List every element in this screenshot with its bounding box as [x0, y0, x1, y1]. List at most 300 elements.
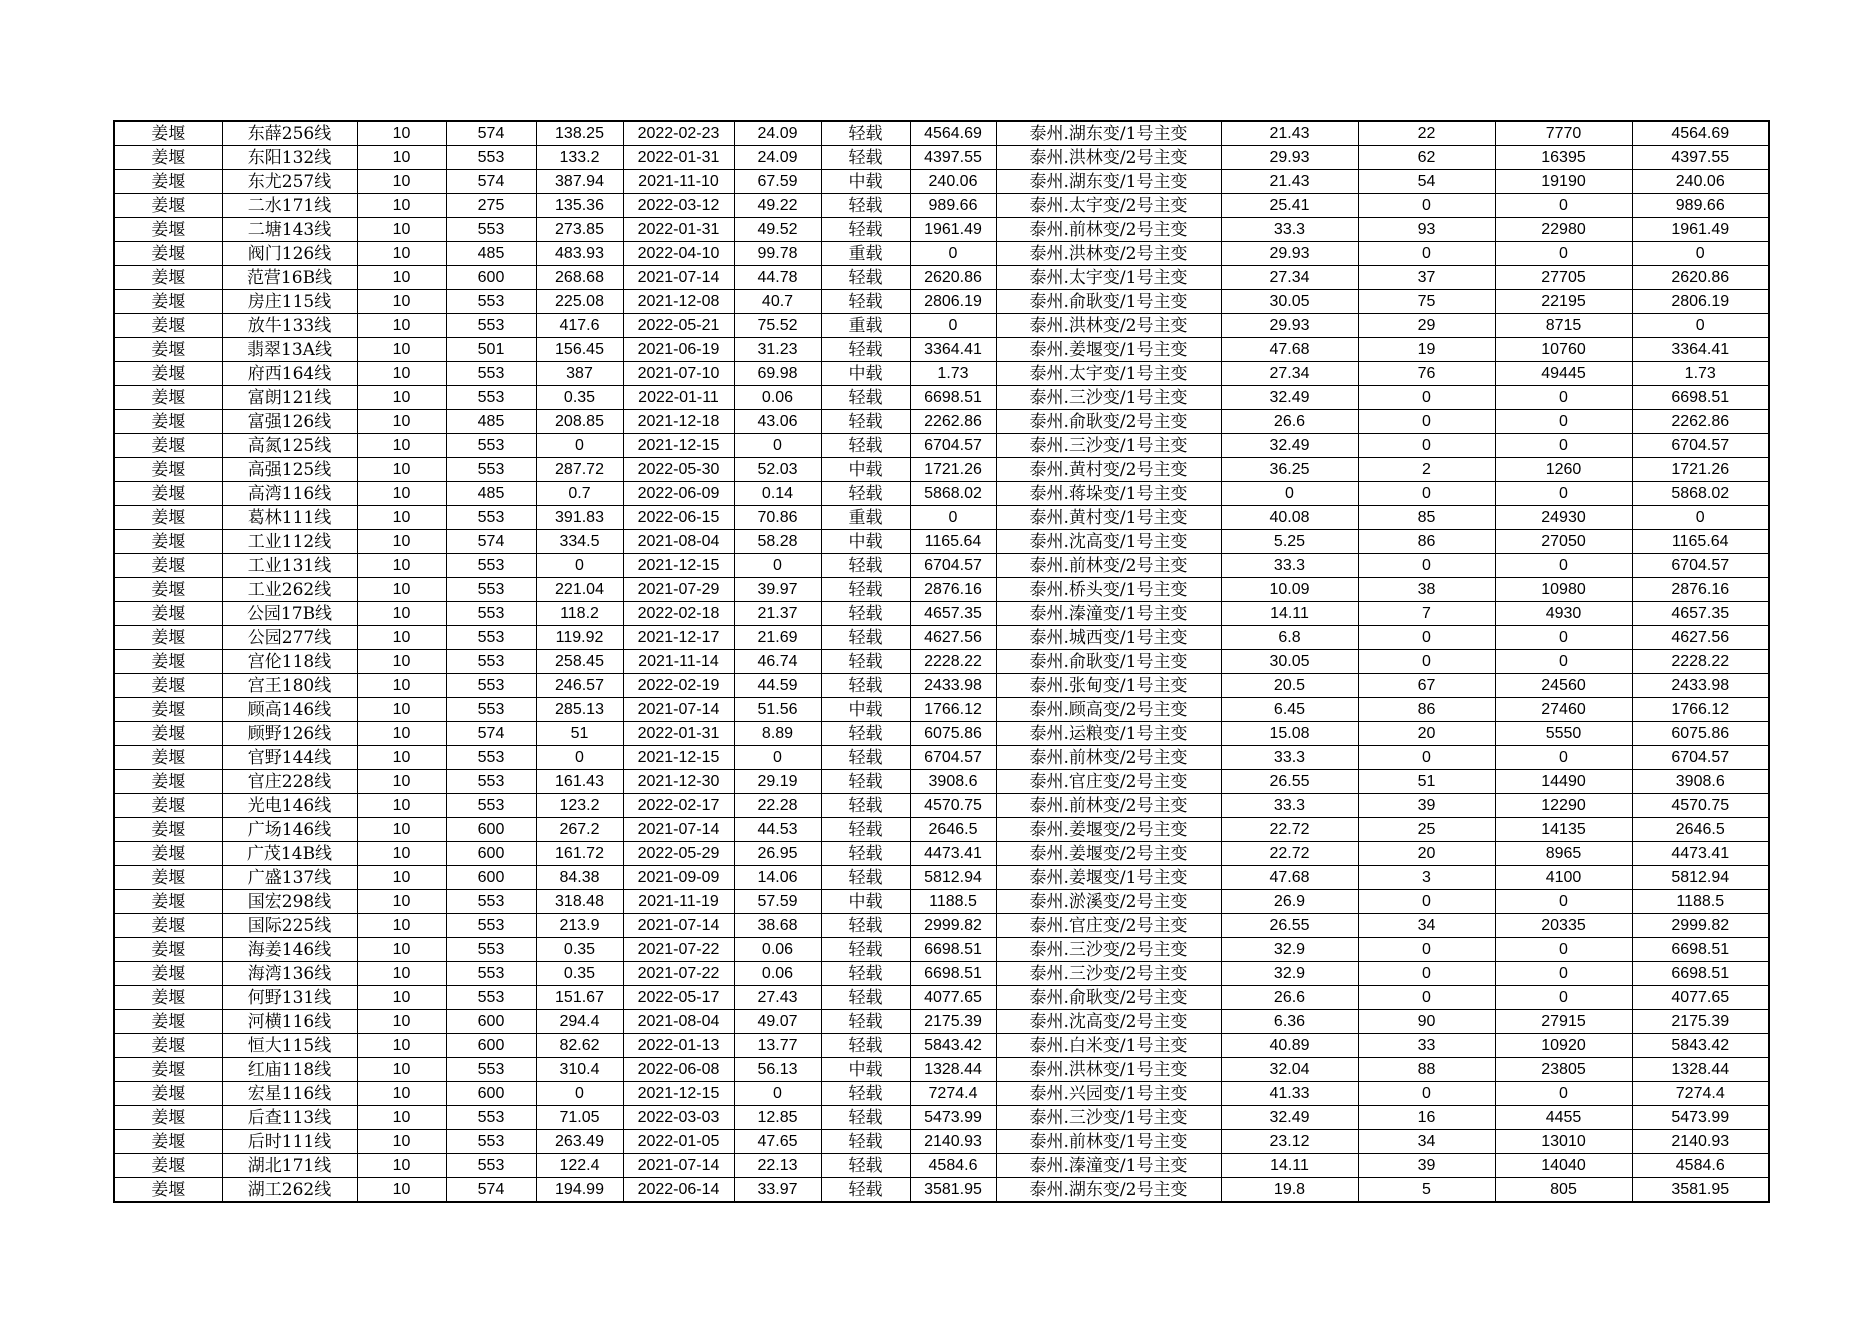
transformer-rate-cell: 26.6: [1221, 410, 1358, 434]
load-rate-cell: 24.09: [734, 146, 821, 170]
load-level-cell: 轻载: [821, 986, 910, 1010]
voltage-cell: 10: [357, 698, 446, 722]
load-level-cell: 中载: [821, 698, 910, 722]
line-name-cell: 高强125线: [222, 458, 357, 482]
capacity-cell: 553: [446, 698, 536, 722]
load-rate-cell: 69.98: [734, 362, 821, 386]
voltage-cell: 10: [357, 938, 446, 962]
line-name-cell: 二水171线: [222, 194, 357, 218]
transformer-cell: 泰州.姜堰变/2号主变: [996, 818, 1221, 842]
voltage-cell: 10: [357, 866, 446, 890]
max-load-cell: 0: [536, 1082, 623, 1106]
voltage-cell: 10: [357, 410, 446, 434]
transformer-rate-cell: 29.93: [1221, 314, 1358, 338]
load-rate-cell: 51.56: [734, 698, 821, 722]
table-row: [114, 722, 1769, 746]
transformer-rate-cell: 6.36: [1221, 1010, 1358, 1034]
available-capacity-cell: 1165.64: [910, 530, 996, 554]
date-cell: 2021-12-18: [623, 410, 734, 434]
county-cell: 姜堰: [114, 1058, 222, 1082]
load-rate-cell: 46.74: [734, 650, 821, 674]
max-load-cell: 0.35: [536, 962, 623, 986]
load-level-cell: 轻载: [821, 842, 910, 866]
load-rate-cell: 31.23: [734, 338, 821, 362]
capacity-cell: 600: [446, 266, 536, 290]
load-level-cell: 轻载: [821, 218, 910, 242]
load-rate-cell: 99.78: [734, 242, 821, 266]
count-cell: 85: [1358, 506, 1495, 530]
table-row: [114, 482, 1769, 506]
count-cell: 86: [1358, 698, 1495, 722]
capacity-sum-cell: 23805: [1495, 1058, 1632, 1082]
max-load-cell: 119.92: [536, 626, 623, 650]
capacity-sum-cell: 0: [1495, 554, 1632, 578]
margin-cell: 5812.94: [1632, 866, 1769, 890]
capacity-cell: 574: [446, 170, 536, 194]
margin-cell: 0: [1632, 242, 1769, 266]
count-cell: 0: [1358, 626, 1495, 650]
margin-cell: 2999.82: [1632, 914, 1769, 938]
date-cell: 2022-05-21: [623, 314, 734, 338]
transformer-rate-cell: 32.04: [1221, 1058, 1358, 1082]
max-load-cell: 387: [536, 362, 623, 386]
load-level-cell: 轻载: [821, 1034, 910, 1058]
county-cell: 姜堰: [114, 1034, 222, 1058]
date-cell: 2021-08-04: [623, 530, 734, 554]
capacity-cell: 553: [446, 290, 536, 314]
transformer-rate-cell: 20.5: [1221, 674, 1358, 698]
max-load-cell: 194.99: [536, 1178, 623, 1203]
county-cell: 姜堰: [114, 434, 222, 458]
margin-cell: 4570.75: [1632, 794, 1769, 818]
load-level-cell: 轻载: [821, 1154, 910, 1178]
table-row: [114, 1106, 1769, 1130]
available-capacity-cell: 4473.41: [910, 842, 996, 866]
line-name-cell: 翡翠13A线: [222, 338, 357, 362]
margin-cell: 1165.64: [1632, 530, 1769, 554]
line-name-cell: 二塘143线: [222, 218, 357, 242]
available-capacity-cell: 6698.51: [910, 962, 996, 986]
transformer-cell: 泰州.沈高变/1号主变: [996, 530, 1221, 554]
county-cell: 姜堰: [114, 698, 222, 722]
transformer-rate-cell: 32.49: [1221, 386, 1358, 410]
table-row: [114, 746, 1769, 770]
date-cell: 2022-05-30: [623, 458, 734, 482]
available-capacity-cell: 7274.4: [910, 1082, 996, 1106]
line-name-cell: 东薛256线: [222, 121, 357, 146]
count-cell: 19: [1358, 338, 1495, 362]
load-rate-cell: 39.97: [734, 578, 821, 602]
transformer-cell: 泰州.前林变/2号主变: [996, 554, 1221, 578]
county-cell: 姜堰: [114, 121, 222, 146]
capacity-sum-cell: 14135: [1495, 818, 1632, 842]
count-cell: 7: [1358, 602, 1495, 626]
voltage-cell: 10: [357, 458, 446, 482]
county-cell: 姜堰: [114, 914, 222, 938]
capacity-sum-cell: 0: [1495, 986, 1632, 1010]
load-level-cell: 轻载: [821, 1178, 910, 1203]
voltage-cell: 10: [357, 506, 446, 530]
capacity-sum-cell: 4455: [1495, 1106, 1632, 1130]
available-capacity-cell: 4570.75: [910, 794, 996, 818]
count-cell: 0: [1358, 938, 1495, 962]
voltage-cell: 10: [357, 770, 446, 794]
line-name-cell: 宫王180线: [222, 674, 357, 698]
count-cell: 0: [1358, 410, 1495, 434]
table-row: [114, 121, 1769, 146]
margin-cell: 4077.65: [1632, 986, 1769, 1010]
available-capacity-cell: 6704.57: [910, 554, 996, 578]
max-load-cell: 263.49: [536, 1130, 623, 1154]
transformer-cell: 泰州.顾高变/2号主变: [996, 698, 1221, 722]
transformer-cell: 泰州.沈高变/2号主变: [996, 1010, 1221, 1034]
max-load-cell: 122.4: [536, 1154, 623, 1178]
transformer-rate-cell: 22.72: [1221, 818, 1358, 842]
max-load-cell: 71.05: [536, 1106, 623, 1130]
available-capacity-cell: 2433.98: [910, 674, 996, 698]
count-cell: 0: [1358, 482, 1495, 506]
table-row: [114, 890, 1769, 914]
transformer-rate-cell: 32.49: [1221, 1106, 1358, 1130]
table-row: [114, 314, 1769, 338]
voltage-cell: 10: [357, 890, 446, 914]
capacity-cell: 600: [446, 818, 536, 842]
load-rate-cell: 8.89: [734, 722, 821, 746]
margin-cell: 6698.51: [1632, 938, 1769, 962]
count-cell: 62: [1358, 146, 1495, 170]
margin-cell: 4564.69: [1632, 121, 1769, 146]
table-row: [114, 1178, 1769, 1203]
county-cell: 姜堰: [114, 866, 222, 890]
county-cell: 姜堰: [114, 362, 222, 386]
county-cell: 姜堰: [114, 602, 222, 626]
voltage-cell: 10: [357, 290, 446, 314]
voltage-cell: 10: [357, 242, 446, 266]
line-name-cell: 范营16B线: [222, 266, 357, 290]
county-cell: 姜堰: [114, 218, 222, 242]
county-cell: 姜堰: [114, 530, 222, 554]
max-load-cell: 82.62: [536, 1034, 623, 1058]
transformer-rate-cell: 5.25: [1221, 530, 1358, 554]
count-cell: 2: [1358, 458, 1495, 482]
load-level-cell: 轻载: [821, 962, 910, 986]
table-row: [114, 434, 1769, 458]
transformer-cell: 泰州.姜堰变/2号主变: [996, 842, 1221, 866]
count-cell: 0: [1358, 242, 1495, 266]
capacity-cell: 553: [446, 458, 536, 482]
load-level-cell: 轻载: [821, 818, 910, 842]
max-load-cell: 135.36: [536, 194, 623, 218]
count-cell: 93: [1358, 218, 1495, 242]
capacity-sum-cell: 0: [1495, 482, 1632, 506]
count-cell: 20: [1358, 842, 1495, 866]
available-capacity-cell: 1766.12: [910, 698, 996, 722]
load-level-cell: 中载: [821, 362, 910, 386]
capacity-cell: 485: [446, 410, 536, 434]
line-name-cell: 房庄115线: [222, 290, 357, 314]
transformer-rate-cell: 26.6: [1221, 986, 1358, 1010]
max-load-cell: 221.04: [536, 578, 623, 602]
available-capacity-cell: 3581.95: [910, 1178, 996, 1203]
county-cell: 姜堰: [114, 626, 222, 650]
date-cell: 2021-11-14: [623, 650, 734, 674]
capacity-sum-cell: 19190: [1495, 170, 1632, 194]
line-name-cell: 富朗121线: [222, 386, 357, 410]
capacity-sum-cell: 12290: [1495, 794, 1632, 818]
max-load-cell: 246.57: [536, 674, 623, 698]
capacity-cell: 574: [446, 722, 536, 746]
capacity-sum-cell: 0: [1495, 650, 1632, 674]
transformer-rate-cell: 27.34: [1221, 362, 1358, 386]
available-capacity-cell: 4564.69: [910, 121, 996, 146]
county-cell: 姜堰: [114, 890, 222, 914]
line-name-cell: 工业112线: [222, 530, 357, 554]
county-cell: 姜堰: [114, 482, 222, 506]
load-level-cell: 重载: [821, 242, 910, 266]
capacity-cell: 553: [446, 218, 536, 242]
capacity-cell: 553: [446, 650, 536, 674]
margin-cell: 6704.57: [1632, 746, 1769, 770]
transformer-cell: 泰州.三沙变/1号主变: [996, 1106, 1221, 1130]
margin-cell: 1721.26: [1632, 458, 1769, 482]
voltage-cell: 10: [357, 1106, 446, 1130]
transformer-cell: 泰州.洪林变/1号主变: [996, 1058, 1221, 1082]
available-capacity-cell: 6698.51: [910, 938, 996, 962]
line-name-cell: 红庙118线: [222, 1058, 357, 1082]
load-rate-cell: 57.59: [734, 890, 821, 914]
transformer-cell: 泰州.洪林变/2号主变: [996, 314, 1221, 338]
date-cell: 2022-02-23: [623, 121, 734, 146]
voltage-cell: 10: [357, 722, 446, 746]
capacity-cell: 553: [446, 1130, 536, 1154]
voltage-cell: 10: [357, 674, 446, 698]
available-capacity-cell: 2999.82: [910, 914, 996, 938]
transformer-cell: 泰州.太宇变/1号主变: [996, 362, 1221, 386]
load-level-cell: 重载: [821, 314, 910, 338]
max-load-cell: 417.6: [536, 314, 623, 338]
voltage-cell: 10: [357, 266, 446, 290]
line-name-cell: 东尤257线: [222, 170, 357, 194]
transformer-rate-cell: 32.9: [1221, 938, 1358, 962]
load-level-cell: 重载: [821, 506, 910, 530]
load-rate-cell: 14.06: [734, 866, 821, 890]
capacity-cell: 553: [446, 362, 536, 386]
load-level-cell: 轻载: [821, 794, 910, 818]
county-cell: 姜堰: [114, 458, 222, 482]
max-load-cell: 225.08: [536, 290, 623, 314]
transformer-cell: 泰州.前林变/1号主变: [996, 1130, 1221, 1154]
transformer-rate-cell: 30.05: [1221, 650, 1358, 674]
transformer-cell: 泰州.溱潼变/1号主变: [996, 602, 1221, 626]
load-level-cell: 中载: [821, 170, 910, 194]
transformer-cell: 泰州.三沙变/1号主变: [996, 434, 1221, 458]
margin-cell: 2806.19: [1632, 290, 1769, 314]
date-cell: 2021-12-30: [623, 770, 734, 794]
max-load-cell: 391.83: [536, 506, 623, 530]
max-load-cell: 273.85: [536, 218, 623, 242]
capacity-sum-cell: 0: [1495, 626, 1632, 650]
max-load-cell: 0.35: [536, 938, 623, 962]
voltage-cell: 10: [357, 314, 446, 338]
voltage-cell: 10: [357, 194, 446, 218]
count-cell: 29: [1358, 314, 1495, 338]
max-load-cell: 0.35: [536, 386, 623, 410]
transformer-rate-cell: 15.08: [1221, 722, 1358, 746]
count-cell: 90: [1358, 1010, 1495, 1034]
date-cell: 2021-07-10: [623, 362, 734, 386]
load-rate-cell: 12.85: [734, 1106, 821, 1130]
max-load-cell: 118.2: [536, 602, 623, 626]
capacity-sum-cell: 4930: [1495, 602, 1632, 626]
available-capacity-cell: 1721.26: [910, 458, 996, 482]
capacity-sum-cell: 0: [1495, 938, 1632, 962]
transformer-cell: 泰州.湖东变/2号主变: [996, 1178, 1221, 1203]
available-capacity-cell: 4584.6: [910, 1154, 996, 1178]
load-rate-cell: 67.59: [734, 170, 821, 194]
county-cell: 姜堰: [114, 386, 222, 410]
date-cell: 2021-12-08: [623, 290, 734, 314]
transformer-cell: 泰州.湖东变/1号主变: [996, 121, 1221, 146]
capacity-cell: 600: [446, 866, 536, 890]
transformer-rate-cell: 21.43: [1221, 170, 1358, 194]
count-cell: 88: [1358, 1058, 1495, 1082]
date-cell: 2021-07-14: [623, 1154, 734, 1178]
capacity-cell: 501: [446, 338, 536, 362]
available-capacity-cell: 4657.35: [910, 602, 996, 626]
line-name-cell: 后查113线: [222, 1106, 357, 1130]
load-rate-cell: 0: [734, 434, 821, 458]
transformer-rate-cell: 6.8: [1221, 626, 1358, 650]
load-level-cell: 轻载: [821, 121, 910, 146]
load-level-cell: 轻载: [821, 770, 910, 794]
line-name-cell: 海姜146线: [222, 938, 357, 962]
transformer-rate-cell: 26.55: [1221, 914, 1358, 938]
capacity-sum-cell: 7770: [1495, 121, 1632, 146]
transformer-rate-cell: 29.93: [1221, 146, 1358, 170]
table-row: [114, 626, 1769, 650]
margin-cell: 1766.12: [1632, 698, 1769, 722]
voltage-cell: 10: [357, 338, 446, 362]
table-row: [114, 602, 1769, 626]
date-cell: 2022-01-05: [623, 1130, 734, 1154]
transformer-cell: 泰州.桥头变/1号主变: [996, 578, 1221, 602]
table-row: [114, 290, 1769, 314]
available-capacity-cell: 4397.55: [910, 146, 996, 170]
table-row: [114, 170, 1769, 194]
load-level-cell: 中载: [821, 530, 910, 554]
county-cell: 姜堰: [114, 1130, 222, 1154]
table-row: [114, 698, 1769, 722]
margin-cell: 4584.6: [1632, 1154, 1769, 1178]
table-row: [114, 146, 1769, 170]
count-cell: 39: [1358, 794, 1495, 818]
margin-cell: 4627.56: [1632, 626, 1769, 650]
transformer-cell: 泰州.洪林变/2号主变: [996, 146, 1221, 170]
capacity-cell: 553: [446, 674, 536, 698]
load-rate-cell: 43.06: [734, 410, 821, 434]
max-load-cell: 151.67: [536, 986, 623, 1010]
capacity-sum-cell: 20335: [1495, 914, 1632, 938]
date-cell: 2022-02-19: [623, 674, 734, 698]
max-load-cell: 0: [536, 434, 623, 458]
date-cell: 2022-03-12: [623, 194, 734, 218]
margin-cell: 3581.95: [1632, 1178, 1769, 1203]
max-load-cell: 0: [536, 746, 623, 770]
margin-cell: 2646.5: [1632, 818, 1769, 842]
transformer-cell: 泰州.黄村变/2号主变: [996, 458, 1221, 482]
capacity-sum-cell: 27050: [1495, 530, 1632, 554]
county-cell: 姜堰: [114, 554, 222, 578]
count-cell: 3: [1358, 866, 1495, 890]
load-rate-cell: 44.59: [734, 674, 821, 698]
voltage-cell: 10: [357, 626, 446, 650]
transformer-rate-cell: 10.09: [1221, 578, 1358, 602]
load-level-cell: 中载: [821, 1058, 910, 1082]
line-name-cell: 公园277线: [222, 626, 357, 650]
county-cell: 姜堰: [114, 410, 222, 434]
table-row: [114, 1130, 1769, 1154]
table-body: [114, 121, 1769, 1202]
capacity-sum-cell: 8965: [1495, 842, 1632, 866]
capacity-cell: 553: [446, 434, 536, 458]
date-cell: 2021-12-15: [623, 434, 734, 458]
transformer-cell: 泰州.蒋垛变/1号主变: [996, 482, 1221, 506]
transformer-rate-cell: 26.55: [1221, 770, 1358, 794]
line-name-cell: 公园17B线: [222, 602, 357, 626]
county-cell: 姜堰: [114, 506, 222, 530]
table-row: [114, 266, 1769, 290]
transformer-cell: 泰州.官庄变/2号主变: [996, 770, 1221, 794]
date-cell: 2022-06-08: [623, 1058, 734, 1082]
county-cell: 姜堰: [114, 314, 222, 338]
capacity-cell: 553: [446, 962, 536, 986]
capacity-cell: 553: [446, 386, 536, 410]
date-cell: 2021-09-09: [623, 866, 734, 890]
load-level-cell: 轻载: [821, 674, 910, 698]
county-cell: 姜堰: [114, 1154, 222, 1178]
date-cell: 2022-02-17: [623, 794, 734, 818]
margin-cell: 3908.6: [1632, 770, 1769, 794]
margin-cell: 5843.42: [1632, 1034, 1769, 1058]
date-cell: 2022-04-10: [623, 242, 734, 266]
load-level-cell: 轻载: [821, 914, 910, 938]
date-cell: 2021-12-15: [623, 1082, 734, 1106]
load-level-cell: 轻载: [821, 1106, 910, 1130]
load-rate-cell: 40.7: [734, 290, 821, 314]
capacity-cell: 553: [446, 506, 536, 530]
max-load-cell: 0.7: [536, 482, 623, 506]
max-load-cell: 268.68: [536, 266, 623, 290]
margin-cell: 5868.02: [1632, 482, 1769, 506]
table-row: [114, 866, 1769, 890]
voltage-cell: 10: [357, 1130, 446, 1154]
count-cell: 0: [1358, 746, 1495, 770]
capacity-sum-cell: 805: [1495, 1178, 1632, 1203]
capacity-cell: 553: [446, 578, 536, 602]
county-cell: 姜堰: [114, 290, 222, 314]
county-cell: 姜堰: [114, 674, 222, 698]
date-cell: 2022-05-17: [623, 986, 734, 1010]
transformer-rate-cell: 32.9: [1221, 962, 1358, 986]
voltage-cell: 10: [357, 482, 446, 506]
date-cell: 2022-03-03: [623, 1106, 734, 1130]
count-cell: 0: [1358, 194, 1495, 218]
date-cell: 2022-06-15: [623, 506, 734, 530]
capacity-cell: 553: [446, 890, 536, 914]
date-cell: 2022-02-18: [623, 602, 734, 626]
max-load-cell: 161.72: [536, 842, 623, 866]
transformer-rate-cell: 14.11: [1221, 602, 1358, 626]
